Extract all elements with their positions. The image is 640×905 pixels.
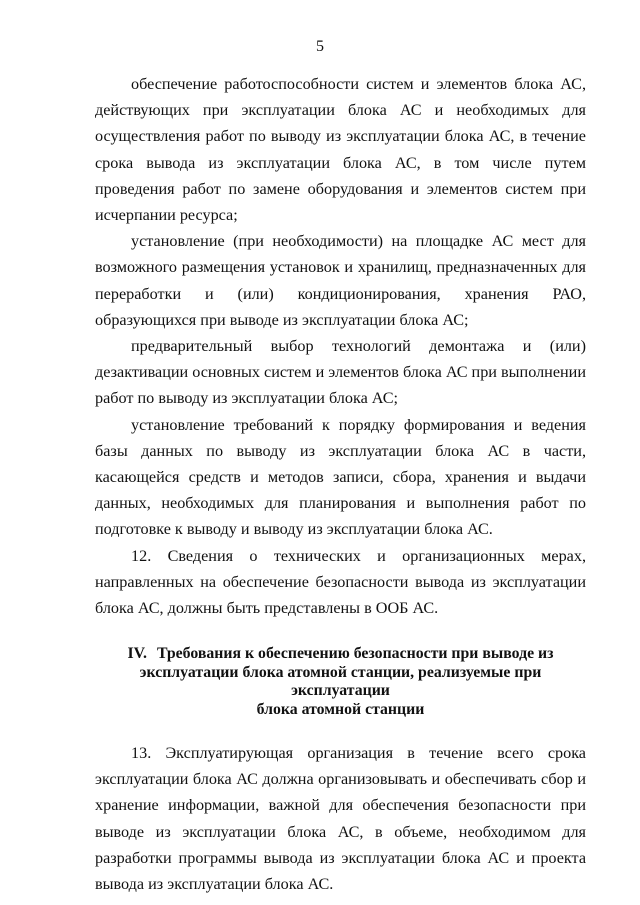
paragraph-database-requirements: установление требований к порядку формирования и ведения базы данных по выводу из эксплуатации блока АС в части, касающейся средств и методов записи, сбора, хранения и выдачи данных, необходимых для планирования и выполнения работ по подготовке к выводу и выводу из эксплуатации блока АС. xyxy=(95,415,586,539)
paragraph-item-12: 12. Сведения о технических и организационных мерах, направленных на обеспечение безопасности вывода из эксплуатации блока АС, должны быть представлены в ООБ АС. xyxy=(95,546,586,618)
section-heading-line-1 xyxy=(95,645,586,664)
section-title-line-3: блока атомной станции xyxy=(256,701,425,719)
section-heading xyxy=(95,645,586,719)
section-title-line-2: эксплуатации блока атомной станции, реализуемые при эксплуатации xyxy=(139,663,542,700)
paragraph-item-13: 13. Эксплуатирующая организация в течение всего срока эксплуатации блока АС должна организовывать и обеспечивать сбор и хранение информации, важной для обеспечения безопасности при выводе из эксплуатации блока АС, в объеме, необходимом для разработки программы вывода из эксплуатации блока АС и проекта вывода из эксплуатации блока АС. xyxy=(95,743,586,894)
paragraph-equipment-operability: обеспечение работоспособности систем и элементов блока АС, действующих при эксплуатации блока АС и необходимых для осуществления работ по выводу из эксплуатации блока АС, в течение срока вывода из эксплуатации блока АС, в том числе путем проведения работ по замене оборудования и элементов систем при исчерпании ресурса; xyxy=(95,75,586,225)
section-title-line-1: Требования к обеспечению безопасности при выводе из xyxy=(156,645,554,663)
paragraph-dismantling-technologies: предварительный выбор технологий демонтажа и (или) дезактивации основных систем и элементов блока АС при выполнении работ по выводу из эксплуатации блока АС; xyxy=(95,337,586,408)
page-number: 5 xyxy=(316,38,324,55)
section-number: IV. xyxy=(127,645,147,663)
document-body xyxy=(95,71,586,897)
paragraph-site-storage: установление (при необходимости) на площадке АС мест для возможного размещения установок и хранилищ, предназначенных для переработки и (или) кондиционирования, хранения РАО, образующихся при выводе из эксплуатации блока АС; xyxy=(95,232,586,329)
